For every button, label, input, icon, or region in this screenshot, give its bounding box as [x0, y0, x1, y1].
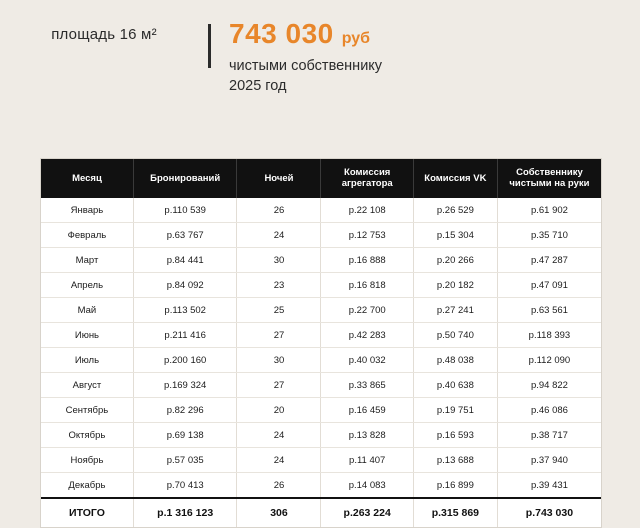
cell-vk-fee: р.50 740 — [413, 323, 497, 348]
cell-owner-net: р.118 393 — [497, 323, 601, 348]
cell-aggregator-fee: р.16 459 — [321, 398, 413, 423]
cell-nights: 23 — [237, 273, 321, 298]
cell-bookings: р.57 035 — [133, 448, 237, 473]
column-header-owner-net: Собственнику чистыми на руки — [497, 159, 601, 198]
cell-aggregator-fee: р.22 700 — [321, 298, 413, 323]
table-row — [41, 448, 601, 473]
cell-aggregator-fee: р.14 083 — [321, 473, 413, 498]
table-foot — [41, 498, 601, 527]
cell-month: Ноябрь — [41, 448, 133, 473]
cell-owner-net: р.47 287 — [497, 248, 601, 273]
cell-month: Сентябрь — [41, 398, 133, 423]
cell-aggregator-fee: р.13 828 — [321, 423, 413, 448]
cell-bookings: р.84 092 — [133, 273, 237, 298]
cell-vk-fee: р.40 638 — [413, 373, 497, 398]
cell-month: Июль — [41, 348, 133, 373]
cell-nights: 25 — [237, 298, 321, 323]
cell-vk-fee: р.20 266 — [413, 248, 497, 273]
cell-month: Апрель — [41, 273, 133, 298]
table-row — [41, 373, 601, 398]
cell-vk-fee: р.13 688 — [413, 448, 497, 473]
cell-vk-fee: р.48 038 — [413, 348, 497, 373]
cell-vk-fee: р.15 304 — [413, 223, 497, 248]
table — [41, 159, 601, 527]
header-left — [0, 18, 208, 44]
cell-month: Март — [41, 248, 133, 273]
table-row — [41, 248, 601, 273]
cell-aggregator-fee: р.42 283 — [321, 323, 413, 348]
header — [0, 0, 640, 96]
cell-month: Июнь — [41, 323, 133, 348]
cell-vk-fee: р.26 529 — [413, 198, 497, 223]
table-row — [41, 423, 601, 448]
table-row — [41, 323, 601, 348]
total-nights: 306 — [237, 498, 321, 527]
cell-bookings: р.63 767 — [133, 223, 237, 248]
table-total-row — [41, 498, 601, 527]
cell-nights: 26 — [237, 473, 321, 498]
price-caption-line-2: 2025 год — [229, 77, 287, 94]
cell-month: Декабрь — [41, 473, 133, 498]
cell-nights: 24 — [237, 448, 321, 473]
price-caption — [229, 57, 382, 96]
cell-aggregator-fee: р.22 108 — [321, 198, 413, 223]
column-header-month: Месяц — [41, 159, 133, 198]
cell-owner-net: р.47 091 — [497, 273, 601, 298]
cell-month: Май — [41, 298, 133, 323]
cell-month: Август — [41, 373, 133, 398]
cell-bookings: р.113 502 — [133, 298, 237, 323]
cell-bookings: р.69 138 — [133, 423, 237, 448]
income-table — [40, 158, 602, 528]
cell-month: Октябрь — [41, 423, 133, 448]
cell-owner-net: р.61 902 — [497, 198, 601, 223]
price-amount: 743 030 — [229, 18, 334, 49]
cell-aggregator-fee: р.16 888 — [321, 248, 413, 273]
area-label: площадь 16 м² — [51, 26, 157, 43]
cell-aggregator-fee: р.11 407 — [321, 448, 413, 473]
cell-bookings: р.211 416 — [133, 323, 237, 348]
cell-nights: 26 — [237, 198, 321, 223]
cell-owner-net: р.46 086 — [497, 398, 601, 423]
table-head — [41, 159, 601, 198]
cell-month: Февраль — [41, 223, 133, 248]
total-owner-net: р.743 030 — [497, 498, 601, 527]
table-row — [41, 348, 601, 373]
table-row — [41, 298, 601, 323]
table-row — [41, 398, 601, 423]
cell-aggregator-fee: р.33 865 — [321, 373, 413, 398]
table-row — [41, 223, 601, 248]
total-bookings: р.1 316 123 — [133, 498, 237, 527]
cell-month: Январь — [41, 198, 133, 223]
cell-bookings: р.70 413 — [133, 473, 237, 498]
cell-nights: 24 — [237, 423, 321, 448]
cell-bookings: р.82 296 — [133, 398, 237, 423]
cell-nights: 27 — [237, 373, 321, 398]
column-header-nights: Ночей — [237, 159, 321, 198]
header-right — [211, 18, 382, 96]
cell-owner-net: р.35 710 — [497, 223, 601, 248]
table-row — [41, 198, 601, 223]
table-header-row — [41, 159, 601, 198]
cell-bookings: р.169 324 — [133, 373, 237, 398]
cell-owner-net: р.112 090 — [497, 348, 601, 373]
price-row — [229, 18, 382, 50]
cell-nights: 24 — [237, 223, 321, 248]
total-vk-fee: р.315 869 — [413, 498, 497, 527]
table-body — [41, 198, 601, 498]
cell-vk-fee: р.16 899 — [413, 473, 497, 498]
column-header-bookings: Бронирований — [133, 159, 237, 198]
cell-nights: 30 — [237, 248, 321, 273]
column-header-aggregator-fee: Комиссия агрегатора — [321, 159, 413, 198]
table-row — [41, 473, 601, 498]
cell-owner-net: р.94 822 — [497, 373, 601, 398]
cell-bookings: р.84 441 — [133, 248, 237, 273]
cell-vk-fee: р.16 593 — [413, 423, 497, 448]
total-aggregator-fee: р.263 224 — [321, 498, 413, 527]
cell-vk-fee: р.20 182 — [413, 273, 497, 298]
cell-aggregator-fee: р.16 818 — [321, 273, 413, 298]
total-label: ИТОГО — [41, 498, 133, 527]
cell-aggregator-fee: р.40 032 — [321, 348, 413, 373]
cell-bookings: р.200 160 — [133, 348, 237, 373]
cell-bookings: р.110 539 — [133, 198, 237, 223]
table-row — [41, 273, 601, 298]
cell-owner-net: р.38 717 — [497, 423, 601, 448]
cell-nights: 27 — [237, 323, 321, 348]
price-currency: руб — [341, 30, 371, 47]
cell-vk-fee: р.19 751 — [413, 398, 497, 423]
cell-aggregator-fee: р.12 753 — [321, 223, 413, 248]
cell-vk-fee: р.27 241 — [413, 298, 497, 323]
cell-nights: 30 — [237, 348, 321, 373]
cell-owner-net: р.39 431 — [497, 473, 601, 498]
cell-owner-net: р.37 940 — [497, 448, 601, 473]
price-caption-line-1: чистыми собственнику — [229, 58, 383, 74]
column-header-vk-fee: Комиссия VK — [413, 159, 497, 198]
cell-owner-net: р.63 561 — [497, 298, 601, 323]
cell-nights: 20 — [237, 398, 321, 423]
